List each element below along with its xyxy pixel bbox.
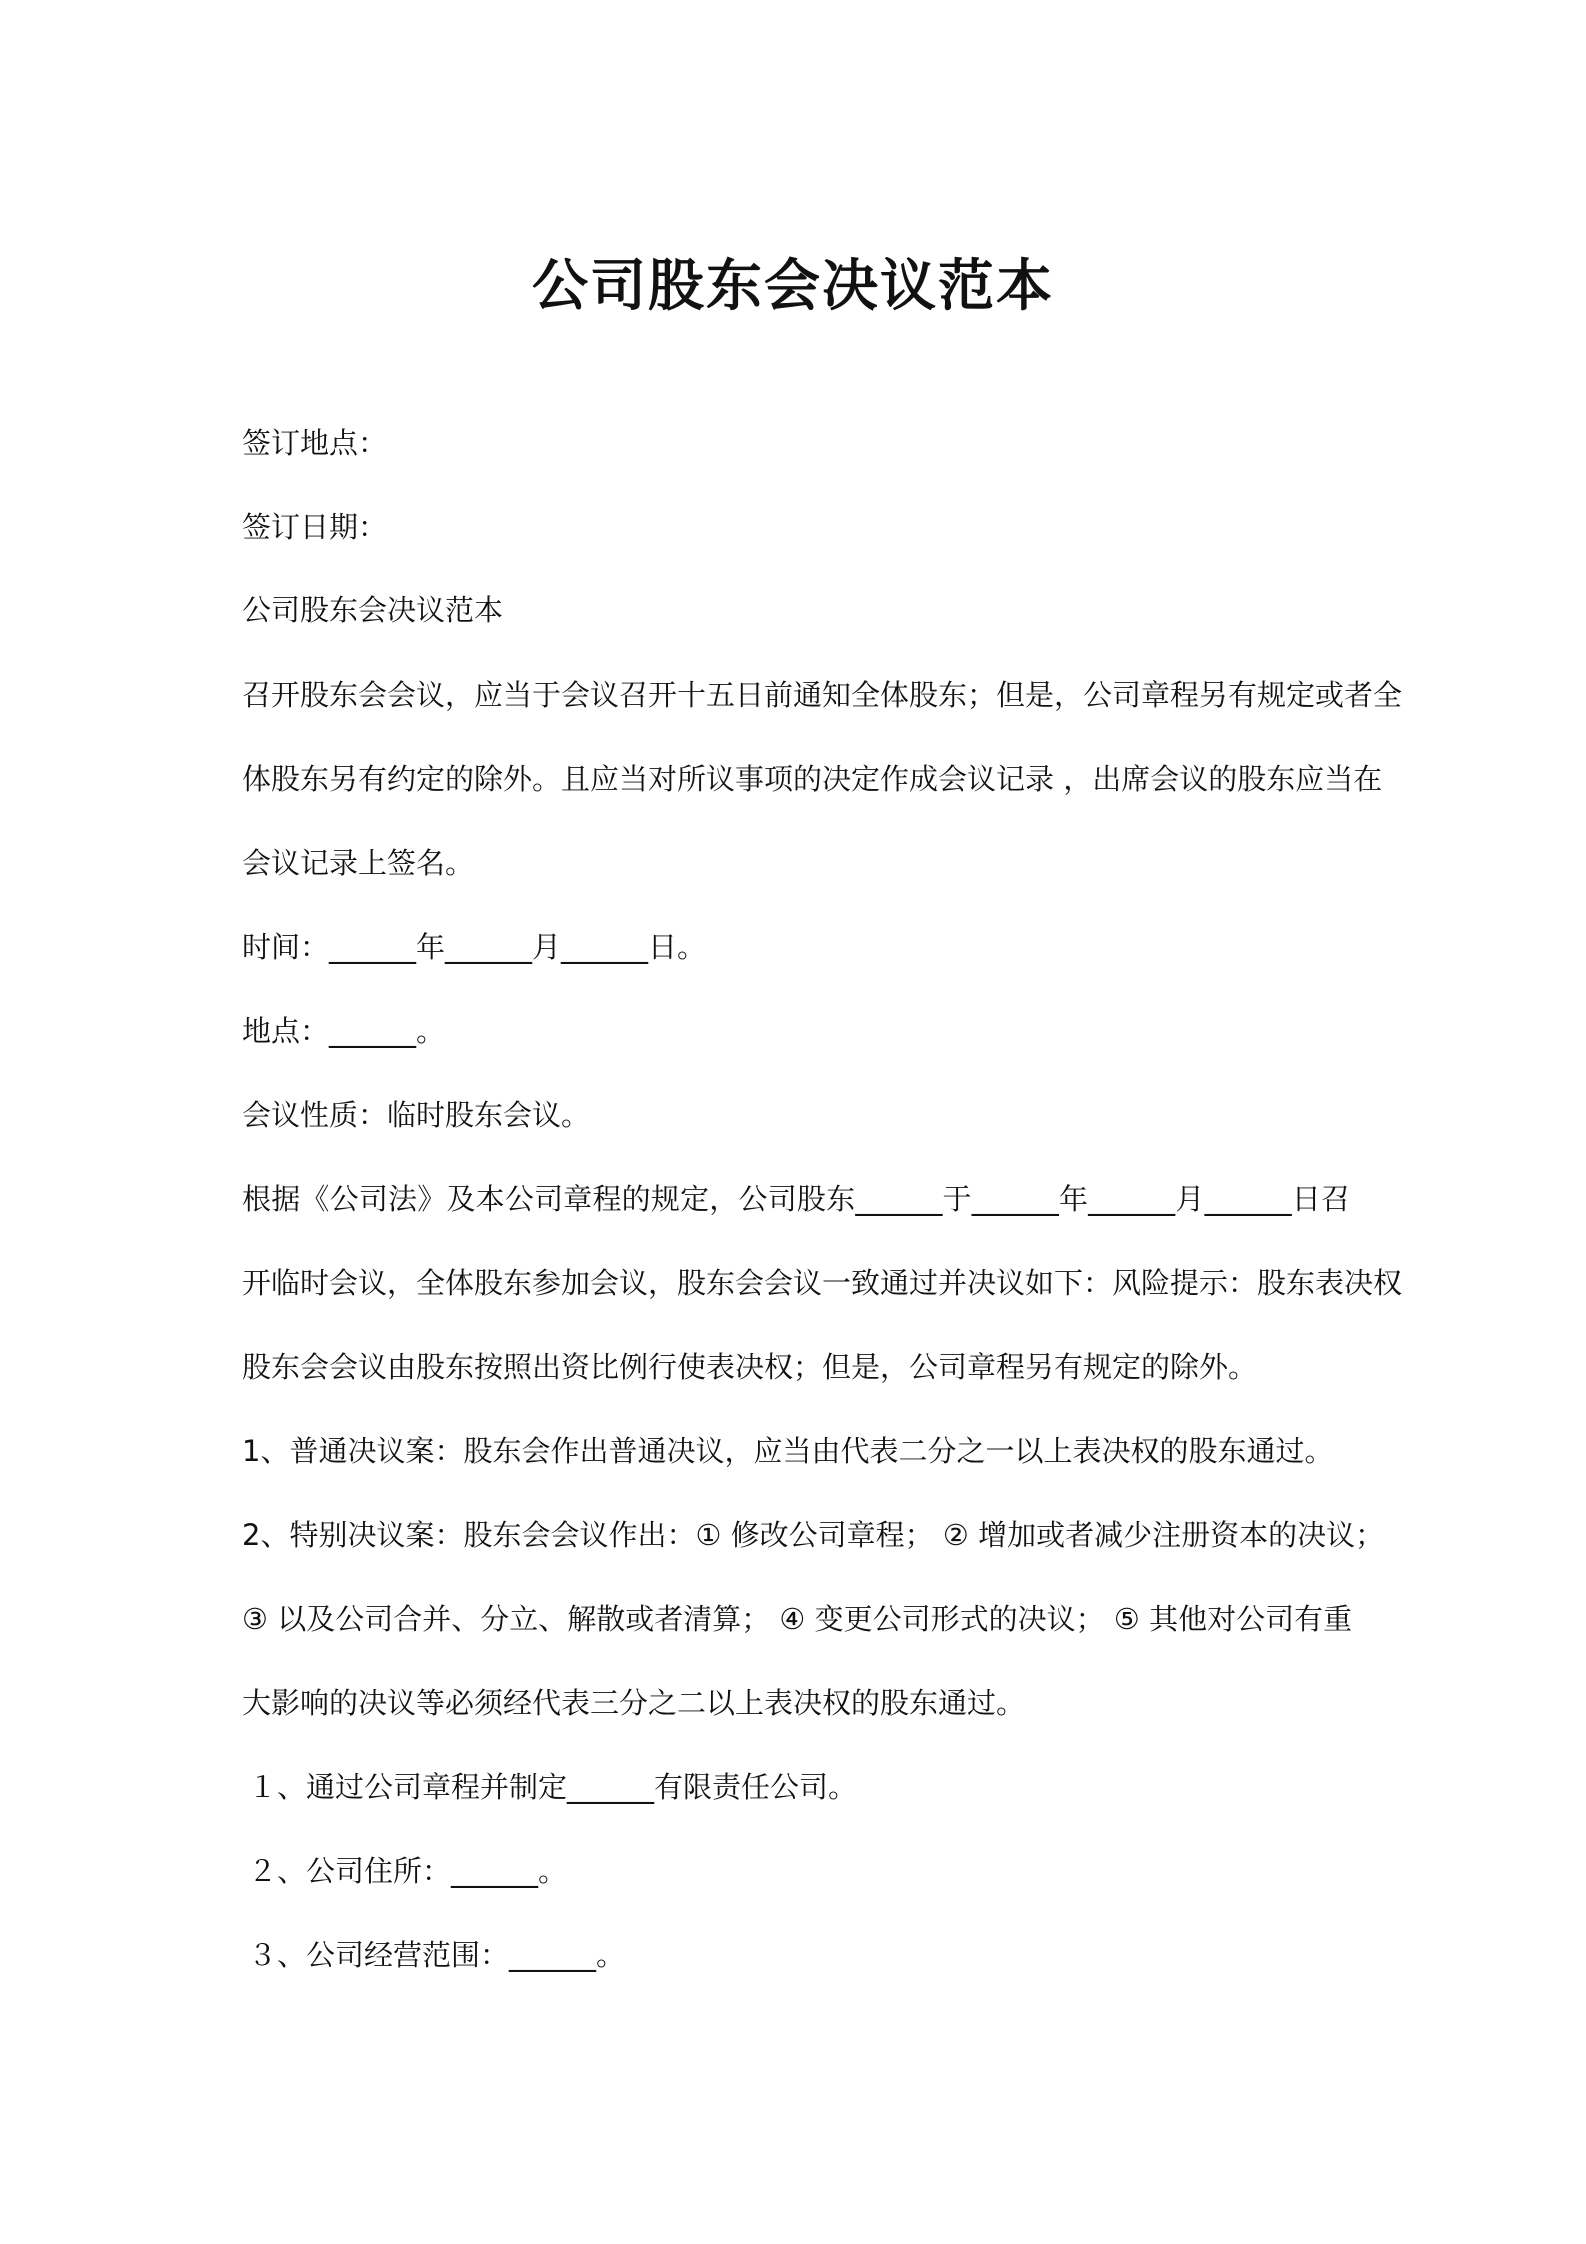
paragraph-line: 股东会会议由股东按照出资比例行使表决权；但是，公司章程另有规定的除外。: [242, 1350, 1258, 1384]
meeting-place-line: 地点：______。: [242, 1014, 446, 1048]
paragraph-line: 开临时会议，全体股东参加会议，股东会会议一致通过并决议如下：风险提示：股东表决权: [242, 1266, 1403, 1300]
resolution-item-2: ２、公司住所：______。: [248, 1854, 568, 1888]
special-resolution-line: 大影响的决议等必须经代表三分之二以上表决权的股东通过。: [242, 1686, 1026, 1720]
meeting-nature-line: 会议性质：临时股东会议。: [242, 1098, 591, 1132]
resolution-item-3: ３、公司经营范围：______。: [248, 1938, 626, 1972]
paragraph-line: 根据《公司法》及本公司章程的规定，公司股东______于______年______月______日召: [242, 1182, 1350, 1216]
paragraph-line: 会议记录上签名。: [242, 846, 475, 880]
ordinary-resolution-line: 1、普通决议案：股东会作出普通决议，应当由代表二分之一以上表决权的股东通过。: [242, 1434, 1334, 1468]
special-resolution-line: 2、特别决议案：股东会会议作出：① 修改公司章程； ② 增加或者减少注册资本的决议；: [242, 1518, 1385, 1552]
special-resolution-line: ③ 以及公司合并、分立、解散或者清算； ④ 变更公司形式的决议； ⑤ 其他对公司有重: [242, 1602, 1353, 1636]
document-subtitle: 公司股东会决议范本: [242, 593, 504, 627]
meeting-time-line: 时间：______年______月______日。: [242, 930, 707, 964]
sign-place-field: 签订地点：: [242, 426, 388, 460]
sign-date-field: 签订日期：: [242, 510, 388, 544]
document-title: 公司股东会决议范本: [532, 254, 1054, 319]
resolution-item-1: １、通过公司章程并制定______有限责任公司。: [248, 1770, 858, 1804]
paragraph-line: 体股东另有约定的除外。且应当对所议事项的决定作成会议记录 ，出席会议的股东应当在: [242, 762, 1383, 796]
paragraph-line: 召开股东会会议，应当于会议召开十五日前通知全体股东；但是，公司章程另有规定或者全: [242, 678, 1403, 712]
